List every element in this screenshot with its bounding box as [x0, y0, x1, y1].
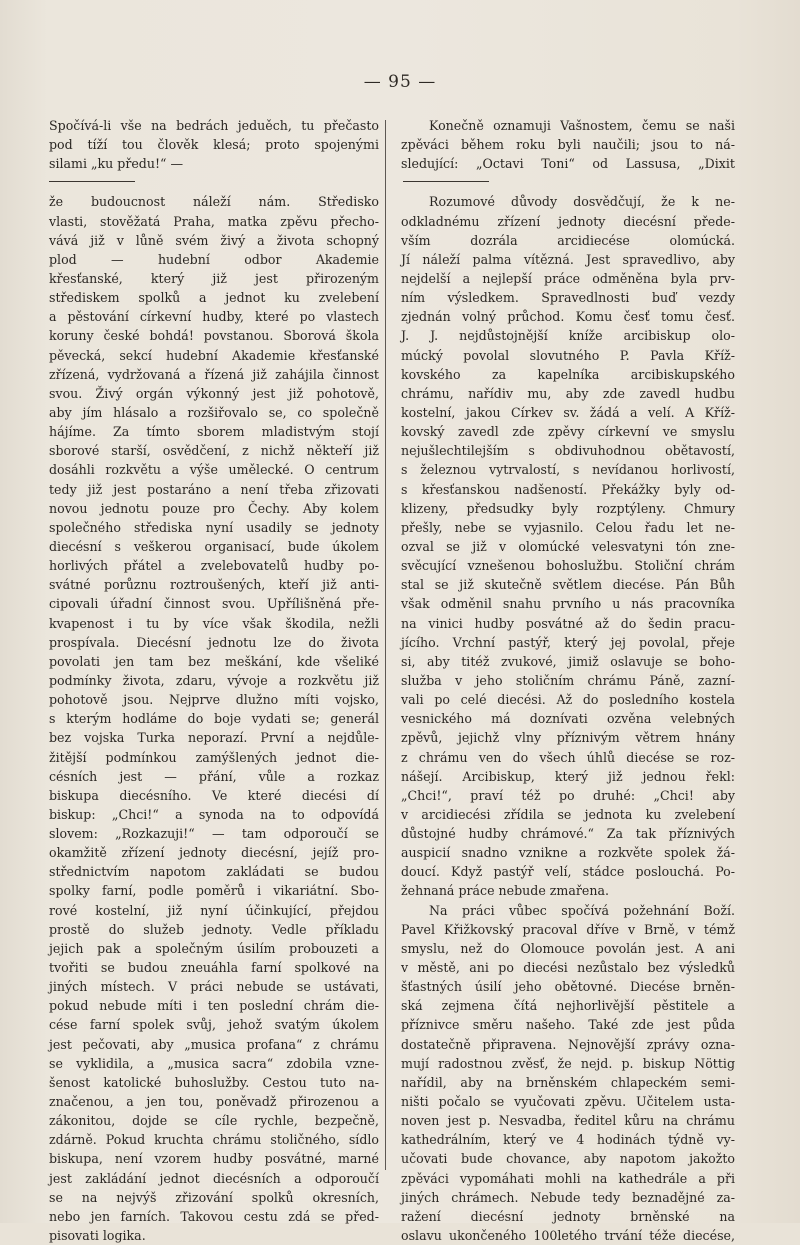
text-line: Pavel Křižkovský pracoval dříve v Brně, v témž	[401, 921, 735, 937]
text-line: ská zejmena čítá nejhorlivější pěstitele a	[401, 998, 735, 1014]
text-line: vším dozrála arcidiecése olomúcká.	[401, 232, 735, 248]
text-line: ništi počalo se vyučovati zpěvu. Učitelem usta-	[401, 1094, 735, 1110]
text-line: vává již v lůně svém živý a života schopný	[49, 232, 379, 248]
right-main-text	[401, 192, 735, 1245]
text-line: hájíme. Za tímto sborem mladistvým stojí	[49, 424, 379, 440]
text-line: rové kostelní, již nyní účinkující, přejdou	[49, 902, 379, 918]
text-line: svou. Živý orgán výkonný jest již pohotově,	[49, 385, 379, 401]
text-line: značenou, a jen tou, poněvadž přirozenou a	[49, 1094, 379, 1110]
text-line: plod — hudební odbor Akademie	[49, 251, 379, 267]
text-line: klizeny, předsudky byly rozptýleny. Chmury	[401, 500, 735, 516]
text-line: šenost katolické buhoslužby. Cestou tuto na-	[49, 1074, 379, 1090]
text-line: sledující: „Octavi Toni“ od Lassusa, „Dixit	[401, 156, 735, 172]
page-number: — 95 —	[363, 72, 437, 92]
text-line: koruny české bohdá! povstanou. Sborová škola	[49, 328, 379, 344]
text-line: nejdelší a nejlepší práce odměněna byla prv-	[401, 270, 735, 286]
text-line: pod tíží tou člověk klesá; proto spojenými	[49, 137, 379, 153]
text-line: mují radostnou zvěsť, že nejd. p. biskup Nöttig	[401, 1055, 735, 1071]
text-line: vlasti, stověžatá Praha, matka zpěvu přecho-	[49, 213, 379, 229]
text-line: a pěstování církevní hudby, které po vlastech	[49, 309, 379, 325]
text-line: společného střediska nyní usadily se jednoty	[49, 519, 379, 535]
text-line: křesťanské, který již jest přirozeným	[49, 270, 379, 286]
text-line: vali po celé diecési. Až do posledního kostela	[401, 692, 735, 708]
text-line: auspicií snadno vznikne a rozkvěte spolek žá-	[401, 845, 735, 861]
text-line: kvapenost i tu by více však škodila, nežli	[49, 615, 379, 631]
column-rule	[385, 120, 386, 1170]
text-line: sborové starší, osvědčení, z nichž někteří již	[49, 443, 379, 459]
text-line: Spočívá-li vše na bedrách jeduěch, tu přečasto	[49, 118, 379, 133]
text-line: ozval se již v olomúcké velesvatyni tón zne-	[401, 538, 735, 554]
text-line: pisovati logika.	[49, 1228, 146, 1244]
text-line: zpěvů, jejichž vlny příznivým větrem hnány	[401, 730, 735, 746]
text-line: pohotově jsou. Nejprve dlužno míti vojsko,	[49, 692, 379, 708]
text-line: zjednán volný průchod. Komu česť tomu česť.	[401, 309, 735, 325]
text-line: zřízená, vydržovaná a řízená již zahájila činnost	[49, 366, 379, 382]
text-line: doucí. Když pastýř velí, stádce poslouchá. Po-	[401, 864, 735, 880]
text-line: bez vojska Turka neporazí. První a nejdůle-	[49, 730, 379, 746]
text-line: dosáhli rozkvětu a výše umělecké. O centrum	[49, 462, 379, 478]
text-line: kostelní, jakou Církev sv. žádá a velí. A Kříž-	[401, 404, 735, 420]
text-line: zpěváci během roku byli naučili; jsou to ná-	[401, 137, 735, 153]
text-line: s kterým hodláme do boje vydati se; generál	[49, 711, 379, 727]
text-line: střednictvím napotom zakládati se budou	[49, 864, 379, 880]
text-line: noven jest p. Nesvadba, ředitel kůru na chrámu	[401, 1113, 735, 1129]
text-line: svátné porůznu roztroušených, kteří již anti-	[49, 577, 379, 593]
right-top-paragraph	[401, 116, 735, 173]
text-line: Rozumové důvody dosvědčují, že k ne-	[429, 194, 735, 210]
text-line: však odměnil snahu prvního u nás pracovníka	[401, 596, 735, 612]
text-line: na vinici hudby posvátné až do šedin pracu-	[401, 615, 735, 631]
text-line: s křesťanskou nadšeností. Překážky byly od-	[401, 481, 735, 497]
text-line: kovského za kapelníka arcibiskupského	[401, 366, 735, 382]
text-line: příznivce směru našeho. Také zde jest půda	[401, 1017, 735, 1033]
text-line: oslavu ukončeného 100letého trvání téže diecése,	[401, 1228, 735, 1244]
text-line: jejich pak a společným úsilím probouzeti a	[49, 940, 379, 956]
text-line: učovati bude chovance, aby napotom jakožto	[401, 1151, 735, 1167]
text-line: zdárně. Pokud kruchta chrámu stoličného, sídlo	[49, 1132, 379, 1148]
text-line: povolati jen tam bez meškání, kde všeliké	[49, 653, 379, 669]
text-line: odkladnému zřízení jednoty diecésní přede-	[401, 213, 735, 229]
text-line: biskupa diecésního. Ve které diecési dí	[49, 787, 379, 803]
text-line: kovský zavedl zde zpěvy církevní ve smyslu	[401, 424, 735, 440]
text-line: pokud nebude míti i ten poslední chrám die-	[49, 998, 379, 1014]
text-line: jiných místech. V práci nebude se ustávati,	[49, 979, 379, 995]
text-line: prostě do služeb jednoty. Vedle příkladu	[49, 921, 379, 937]
text-line: se na nejvýš zřizování spolků okresních,	[49, 1189, 379, 1205]
footnote-separator-left	[49, 181, 135, 182]
text-line: J. J. nejdůstojnější kníže arcibiskup olo-	[401, 328, 735, 344]
text-line: novou jednotu pouze pro Čechy. Aby kolem	[49, 500, 379, 516]
text-line: žehnaná práce nebude zmařena.	[401, 883, 609, 899]
text-line: si, aby titéž zvukové, jimiž oslavuje se boho-	[401, 653, 735, 669]
text-line: tvořiti se budou zneuáhla farní spolkové na	[49, 960, 379, 976]
text-line: smyslu, než do Olomouce povolán jest. A ani	[401, 940, 735, 956]
text-line: horlivých přátel a zvelebovatelů hudby po-	[49, 558, 379, 574]
text-line: v arcidiecési zřídila se jednota ku zvelebení	[401, 806, 735, 822]
text-line: diecésní s veškerou organisací, bude úkolem	[49, 538, 379, 554]
text-line: svěcující vznešenou bohoslužbu. Stoliční chrám	[401, 558, 735, 574]
footnote-separator-right	[403, 181, 489, 182]
text-line: múcký povolal slovutného P. Pavla Kříž-	[401, 347, 735, 363]
text-line: jícího. Vrchní pastýř, který jej povolal, přeje	[401, 634, 735, 650]
text-line: zákonitou, dojde se cíle rychle, bezpečně,	[49, 1113, 379, 1129]
text-line: jest pečovati, aby „musica profana“ z chrámu	[49, 1036, 379, 1052]
text-line: biskup: „Chci!“ a synoda na to odpovídá	[49, 806, 379, 822]
text-line: silami „ku předu!“ —	[49, 156, 184, 172]
text-line: aby jím hlásalo a rozšiřovalo se, co společně	[49, 404, 379, 420]
text-line: střediskem spolků a jednot ku zvelebení	[49, 290, 379, 306]
text-line: z chrámu ven do všech úhlů diecése se roz-	[401, 749, 735, 765]
text-line: Konečně oznamuji Vašnostem, čemu se naši	[429, 118, 735, 133]
text-line: cipovali úřadní činnost svou. Upřílišněná pře-	[49, 596, 379, 612]
right-column	[401, 116, 735, 1245]
text-line: důstojné hudby chrámové.“ Za tak příznivých	[401, 826, 735, 842]
text-line: pěvecká, sekcí hudební Akademie křesťanské	[49, 347, 379, 363]
text-line: nařídil, aby na brněnském chlapeckém semi-	[401, 1074, 735, 1090]
text-line: přešly, nebe se vyjasnilo. Celou řadu let ne-	[401, 519, 735, 535]
text-line: zpěváci vypomáhati mohli na kathedrále a při	[401, 1170, 735, 1186]
text-line: v městě, ani po diecési nezůstalo bez výsledků	[401, 960, 735, 976]
left-main-text	[49, 192, 379, 1245]
left-column	[49, 116, 379, 1245]
text-line: vesnického má doznívati ozvěna velebných	[401, 711, 735, 727]
text-line: nášejí. Arcibiskup, který již jednou řekl:	[401, 768, 735, 784]
text-line: nebo jen farních. Takovou cestu zdá se před-	[49, 1208, 379, 1224]
text-line: služba v jeho stoličním chrámu Páně, zazní-	[401, 672, 735, 688]
text-line: tedy již jest postaráno a není třeba zřizovati	[49, 481, 379, 497]
text-line: nejušlechtilejším s obdivuhodnou obětavostí,	[401, 443, 735, 459]
text-line: Jí náleží palma vítězná. Jest spravedlivo, aby	[401, 251, 735, 267]
text-line: spolky farní, podle poměrů i vikariátní. Sbo-	[49, 883, 379, 899]
text-line: dostatečně připravena. Nejnovější zprávy ozna-	[401, 1036, 735, 1052]
text-line: ním výsledkem. Spravedlnosti buď vezdy	[401, 290, 735, 306]
text-line: žitější podmínkou zamýšlených jednot die-	[49, 749, 379, 765]
text-line: jest zakládání jednot diecésních a odporoučí	[49, 1170, 379, 1186]
text-line: slovem: „Rozkazuji!“ — tam odporoučí se	[49, 826, 379, 842]
text-line: okamžitě zřízení jednoty diecésní, jejíž pro-	[49, 845, 379, 861]
text-line: césních jest — přání, vůle a rozkaz	[49, 768, 379, 784]
text-line: podmínky života, zdaru, vývoje a rozkvětu již	[49, 672, 379, 688]
text-line: šťastných úsilí jeho obětovné. Diecése brněn-	[401, 979, 735, 995]
text-line: ražení diecésní jednoty brněnské na	[401, 1208, 735, 1224]
text-line: s železnou vytrvalostí, s nevídanou horlivostí,	[401, 462, 735, 478]
text-line: biskupa, není vzorem hudby posvátné, marné	[49, 1151, 379, 1167]
text-line: „Chci!“, praví též po druhé: „Chci! aby	[401, 787, 735, 803]
text-line: stal se již skutečně světlem diecése. Pán Bůh	[401, 577, 735, 593]
left-top-paragraph	[49, 116, 379, 173]
text-line: Na práci vůbec spočívá požehnání Boží.	[429, 902, 735, 918]
text-line: se vyklidila, a „musica sacra“ zdobila vzne-	[49, 1055, 379, 1071]
text-line: cése farní spolek svůj, jehož svatým úkolem	[49, 1017, 379, 1033]
text-line: prospívala. Diecésní jednotu lze do života	[49, 634, 379, 650]
text-line: jiných chrámech. Nebude tedy beznadějné za-	[401, 1189, 735, 1205]
text-line: kathedrálním, který ve 4 hodinách týdně vy-	[401, 1132, 735, 1148]
text-line: chrámu, nařídiv mu, aby zde zavedl hudbu	[401, 385, 735, 401]
text-line: že budoucnost náleží nám. Středisko	[49, 194, 379, 210]
